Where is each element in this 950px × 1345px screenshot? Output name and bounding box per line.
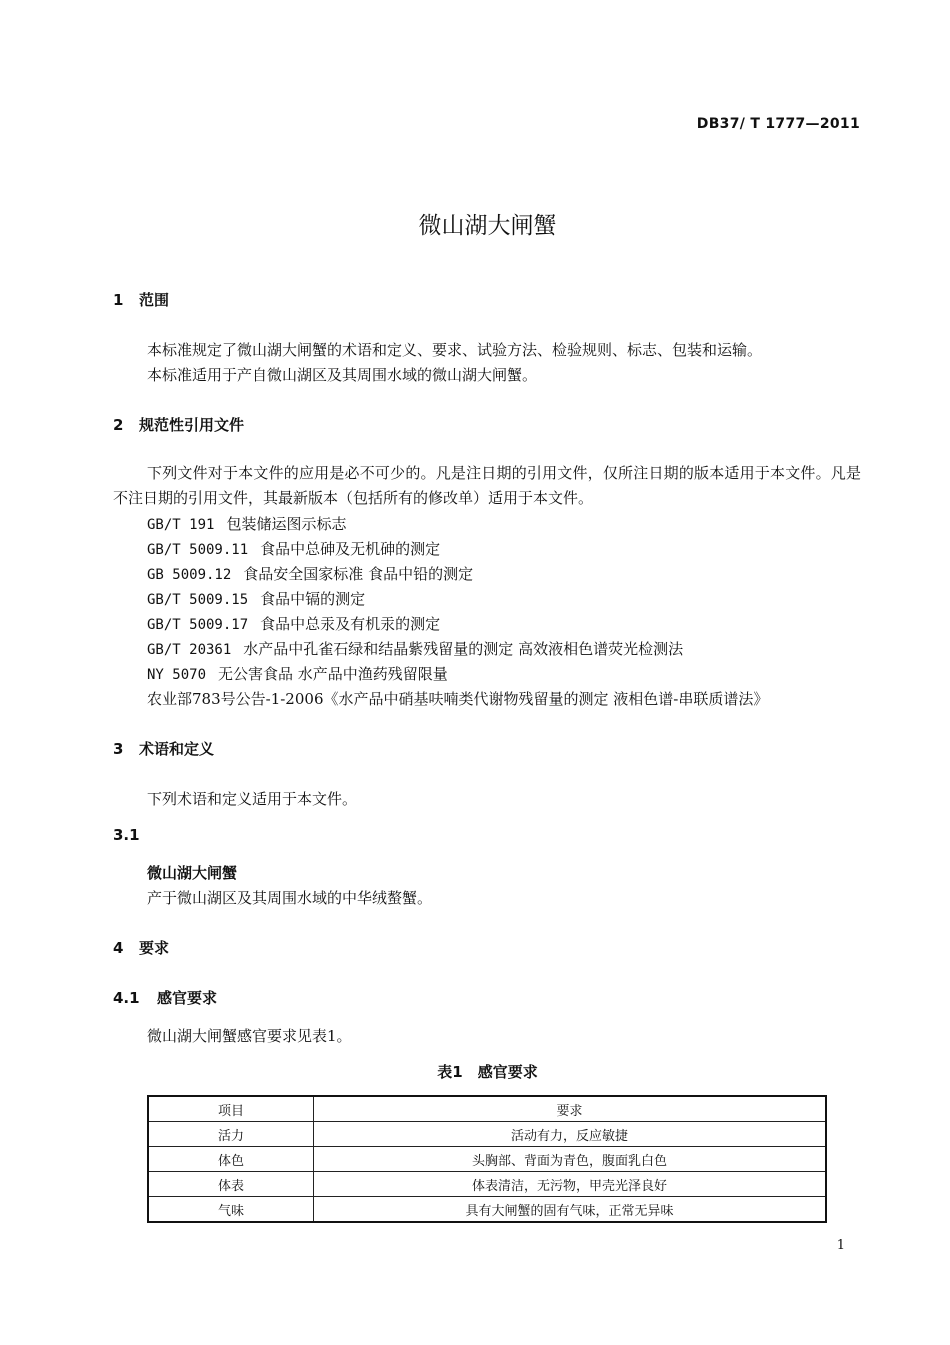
reference-title: 农业部783号公告-1-2006《水产品中硝基呋喃类代谢物残留量的测定 液相色谱-串联质谱法》 — [147, 690, 769, 708]
section-3-heading — [113, 738, 214, 759]
table-header-cell: 项目 — [148, 1096, 314, 1122]
table-row — [148, 1197, 826, 1223]
table-cell-item: 气味 — [148, 1197, 314, 1223]
table-header-row — [148, 1096, 826, 1122]
table-cell-item: 体色 — [148, 1147, 314, 1172]
table-row — [148, 1147, 826, 1172]
section-4-heading — [113, 937, 169, 958]
reference-code: GB/T 191 — [147, 517, 215, 533]
document-title: 微山湖大闸蟹 — [418, 213, 557, 239]
section-1-heading — [113, 289, 169, 310]
reference-code: GB/T 20361 — [147, 642, 232, 658]
document-code: DB37/ T 1777—2011 — [696, 116, 860, 132]
section-title: 规范性引用文件 — [139, 416, 245, 434]
table-cell-requirement: 活动有力，反应敏捷 — [314, 1122, 827, 1147]
reference-code: GB/T 5009.15 — [147, 592, 249, 608]
table-cell-item: 活力 — [148, 1122, 314, 1147]
term-name: 微山湖大闸蟹 — [147, 864, 238, 882]
subsection-4-1-heading — [113, 987, 217, 1008]
section-number: 4 — [113, 939, 124, 957]
reference-title: 食品安全国家标准 食品中铅的测定 — [243, 565, 474, 583]
section-2-heading — [113, 414, 244, 435]
section-title: 术语和定义 — [139, 740, 215, 758]
table-cell-requirement: 体表清洁，无污物，甲壳光泽良好 — [314, 1172, 827, 1197]
reference-title: 食品中镉的测定 — [260, 590, 366, 608]
reference-title: 包装储运图示标志 — [226, 515, 347, 533]
section-number: 2 — [113, 416, 124, 434]
term-definition: 产于微山湖区及其周围水域的中华绒螯蟹。 — [147, 889, 433, 907]
reference-item — [147, 638, 683, 659]
reference-item — [147, 588, 365, 609]
section-number: 3 — [113, 740, 124, 758]
section-title: 范围 — [139, 291, 170, 309]
reference-code: NY 5070 — [147, 667, 207, 683]
subsection-number: 4.1 — [113, 989, 140, 1007]
reference-title: 食品中总砷及无机砷的测定 — [260, 540, 441, 558]
reference-item — [147, 688, 768, 709]
reference-item — [147, 613, 440, 634]
reference-item — [147, 538, 440, 559]
table-row — [148, 1172, 826, 1197]
reference-code: GB 5009.12 — [147, 567, 232, 583]
terms-intro: 下列术语和定义适用于本文件。 — [147, 790, 358, 808]
subsection-3-1-number: 3.1 — [113, 826, 140, 844]
reference-item — [147, 563, 473, 584]
references-intro: 下列文件对于本文件的应用是必不可少的。凡是注日期的引用文件，仅所注日期的版本适用于本文件。凡是不注日期的引用文件，其最新版本（包括所有的修改单）适用于本文件。 — [113, 464, 861, 507]
subsection-title: 感官要求 — [157, 989, 218, 1007]
table-cell-item: 体表 — [148, 1172, 314, 1197]
scope-paragraph-2: 本标准适用于产自微山湖区及其周围水域的微山湖大闸蟹。 — [147, 366, 538, 384]
reference-title: 无公害食品 水产品中渔药残留限量 — [218, 665, 448, 683]
section-title: 要求 — [139, 939, 170, 957]
reference-code: GB/T 5009.17 — [147, 617, 249, 633]
table-cell-requirement: 头胸部、背面为青色，腹面乳白色 — [314, 1147, 827, 1172]
reference-title: 水产品中孔雀石绿和结晶紫残留量的测定 高效液相色谱荧光检测法 — [243, 640, 684, 658]
reference-item — [147, 513, 346, 534]
sensory-requirements-table — [147, 1095, 827, 1223]
table-caption: 表1 感官要求 — [437, 1063, 538, 1081]
reference-code: GB/T 5009.11 — [147, 542, 249, 558]
requirements-intro: 微山湖大闸蟹感官要求见表1。 — [147, 1027, 352, 1045]
scope-paragraph-1: 本标准规定了微山湖大闸蟹的术语和定义、要求、试验方法、检验规则、标志、包装和运输。 — [147, 341, 763, 359]
table-header-cell: 要求 — [314, 1096, 827, 1122]
table-cell-requirement: 具有大闸蟹的固有气味，正常无异味 — [314, 1197, 827, 1223]
page-number: 1 — [836, 1238, 845, 1253]
reference-title: 食品中总汞及有机汞的测定 — [260, 615, 441, 633]
section-number: 1 — [113, 291, 124, 309]
reference-item — [147, 663, 448, 684]
table-row — [148, 1122, 826, 1147]
